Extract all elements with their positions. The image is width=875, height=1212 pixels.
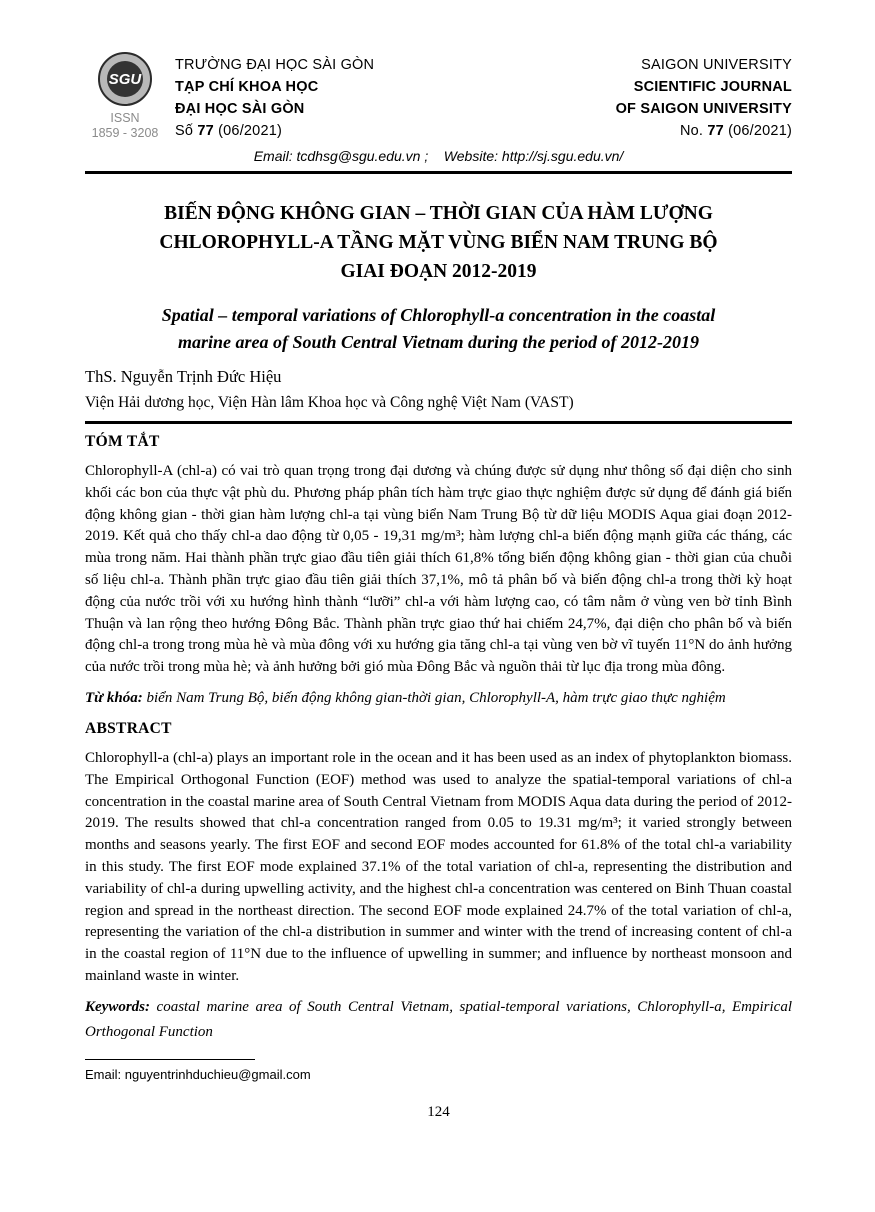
abstract-text-english: Chlorophyll-a (chl-a) plays an important role in the ocean and it has been used as an index of phytoplankton biomass. The Empirical Orthogonal Function (EOF) method was used to analyze the spatial-temporal variations of chl-a concentration in the coastal marine area of South Central Vietnam from MODIS Aqua data during the period of 2012-2019. The results showed that chl-a concentration ranged from 0.05 to 19.31 mg/m³; it varied strongly between months and seasons yearly. The first EOF and second EOF modes accounted for 61.8% of the total chl-a variability in this study. The first EOF mode explained 37.1% of the total variation of chl-a, representing the distribution and variability of chl-a during upwelling activity, and the highest chl-a concentration was centered on Binh Thuan coastal region and spread in the northeast direction. The second EOF mode explained 24.7% of the total variation of chl-a, representing the variation of the chl-a distribution in summer and winter with the trend of increasing content of chl-a in the coastal region of 11°N due to the influence of upwelling in summer; and influence by northeast monsoon and mainland waste in winter. <box>85 749 792 984</box>
website-label: Website: <box>443 148 502 164</box>
journal-title-vi-line2: ĐẠI HỌC SÀI GÒN <box>175 101 305 117</box>
footnote-email-line <box>85 1066 792 1084</box>
journal-header <box>85 52 792 142</box>
journal-email-link[interactable]: tcdhsg@sgu.edu.vn <box>296 148 421 164</box>
header-left <box>85 52 374 142</box>
keywords-text-en: coastal marine area of South Central Vietnam, spatial-temporal variations, Chlorophyll-a, Empirical Orthogonal Function <box>85 998 792 1040</box>
title-en-line1: Spatial – temporal variations of Chlorophyll-a concentration in the coastal <box>161 305 716 325</box>
article-title-vietnamese <box>85 199 792 286</box>
author-affiliation: Viện Hải dương học, Viện Hàn lâm Khoa học và Công nghệ Việt Nam (VAST) <box>85 394 574 411</box>
abstract-heading-english: ABSTRACT <box>85 719 172 737</box>
issue-prefix-vi: Số <box>175 123 198 139</box>
issn-block <box>85 111 165 141</box>
abstract-divider-rule <box>85 421 792 424</box>
journal-name-english <box>616 52 792 142</box>
journal-title-vi-line1: TẠP CHÍ KHOA HỌC <box>175 79 319 95</box>
journal-title-en-line2: OF SAIGON UNIVERSITY <box>615 101 792 117</box>
keywords-english <box>85 995 792 1045</box>
title-en-line2: marine area of South Central Vietnam during the period of 2012-2019 <box>177 332 700 352</box>
footnote-divider-rule <box>85 1059 255 1060</box>
issn-label: ISSN <box>110 111 140 125</box>
journal-title-en-line1: SCIENTIFIC JOURNAL <box>633 79 792 95</box>
sgu-logo-icon <box>98 52 152 106</box>
issn-value: 1859 - 3208 <box>91 126 159 140</box>
sgu-logo-acronym: SGU <box>107 61 143 97</box>
page-number: 124 <box>427 1103 450 1120</box>
article-title-english <box>85 302 792 356</box>
author-email-link[interactable]: nguyentrinhduchieu@gmail.com <box>124 1066 311 1082</box>
issue-number-vi: 77 <box>197 123 214 139</box>
abstract-text-vietnamese: Chlorophyll-A (chl-a) có vai trò quan trọng trong đại dương và chúng được sử dụng như thông số đại diện cho sinh khối các bon của thực vật phù du. Phương pháp phân tích hàm trực giao thực nghiệm được sử dụng để đánh giá biến động không gian - thời gian hàm lượng chl-a tại vùng biển Nam Trung Bộ từ dữ liệu MODIS Aqua giai đoạn 2012-2019. Kết quả cho thấy chl-a dao động từ 0,05 - 19,31 mg/m³; hàm lượng chl-a biến động mạnh giữa các tháng, các mùa trong năm. Hai thành phần trực giao đầu tiên giải thích 61,8% tổng biến động không gian - thời gian của chuỗi số liệu chl-a. Thành phần trực giao đầu tiên giải thích 37,1%, mô tả phân bố và biến động chl-a trong thời kỳ hoạt động của nước trồi với xu hướng hình thành “lưỡi” chl-a với hàm lượng cao, có tâm nằm ở vùng ven bờ tỉnh Bình Thuận và lan rộng theo hướng Đông Bắc. Thành phần trực giao thứ hai chiếm 24,7%, đại diện cho phân bố và biến động chl-a trong trong mùa hè và mùa đông với xu hướng gia tăng chl-a tại vùng ven bờ vĩ tuyến 11°N do ảnh hưởng của nước trồi trong mùa hè; và ảnh hưởng bởi gió mùa Đông Bắc và nguồn thải từ lục địa trong mùa đông. <box>85 463 792 676</box>
issue-number-en: 77 <box>707 123 724 139</box>
journal-website-link[interactable]: http://sj.sgu.edu.vn/ <box>501 148 624 164</box>
author-name: ThS. Nguyễn Trịnh Đức Hiệu <box>85 367 282 386</box>
footnote-email-label: Email: <box>85 1066 125 1082</box>
keywords-text-vi: biển Nam Trung Bộ, biến động không gian-thời gian, Chlorophyll-A, hàm trực giao thực nghiệm <box>142 689 726 706</box>
journal-contact-line <box>85 146 792 166</box>
title-vi-line1: BIẾN ĐỘNG KHÔNG GIAN – THỜI GIAN CỦA HÀM LƯỢNG <box>164 203 713 224</box>
university-name-en: SAIGON UNIVERSITY <box>641 57 792 73</box>
issue-info-en <box>616 120 792 142</box>
abstract-heading-vietnamese: TÓM TẮT <box>85 433 160 450</box>
footnote <box>85 1059 792 1084</box>
keywords-vietnamese <box>85 686 792 711</box>
issue-info-vi <box>175 120 374 142</box>
header-divider-rule <box>85 171 792 174</box>
title-vi-line2: CHLOROPHYLL-A TẦNG MẶT VÙNG BIỂN NAM TRUNG BỘ <box>159 232 718 253</box>
issue-suffix-vi: (06/2021) <box>213 123 283 139</box>
journal-name-vietnamese <box>175 52 374 142</box>
keywords-label-en: Keywords: <box>85 998 150 1015</box>
contact-separator: ; <box>420 148 444 164</box>
university-name-vi: TRƯỜNG ĐẠI HỌC SÀI GÒN <box>175 57 375 73</box>
issue-prefix-en: No. <box>679 123 708 139</box>
title-vi-line3: GIAI ĐOẠN 2012-2019 <box>340 261 537 282</box>
logo-block <box>85 52 165 142</box>
issue-suffix-en: (06/2021) <box>723 123 792 139</box>
email-label: Email: <box>253 148 297 164</box>
keywords-label-vi: Từ khóa: <box>85 689 143 706</box>
